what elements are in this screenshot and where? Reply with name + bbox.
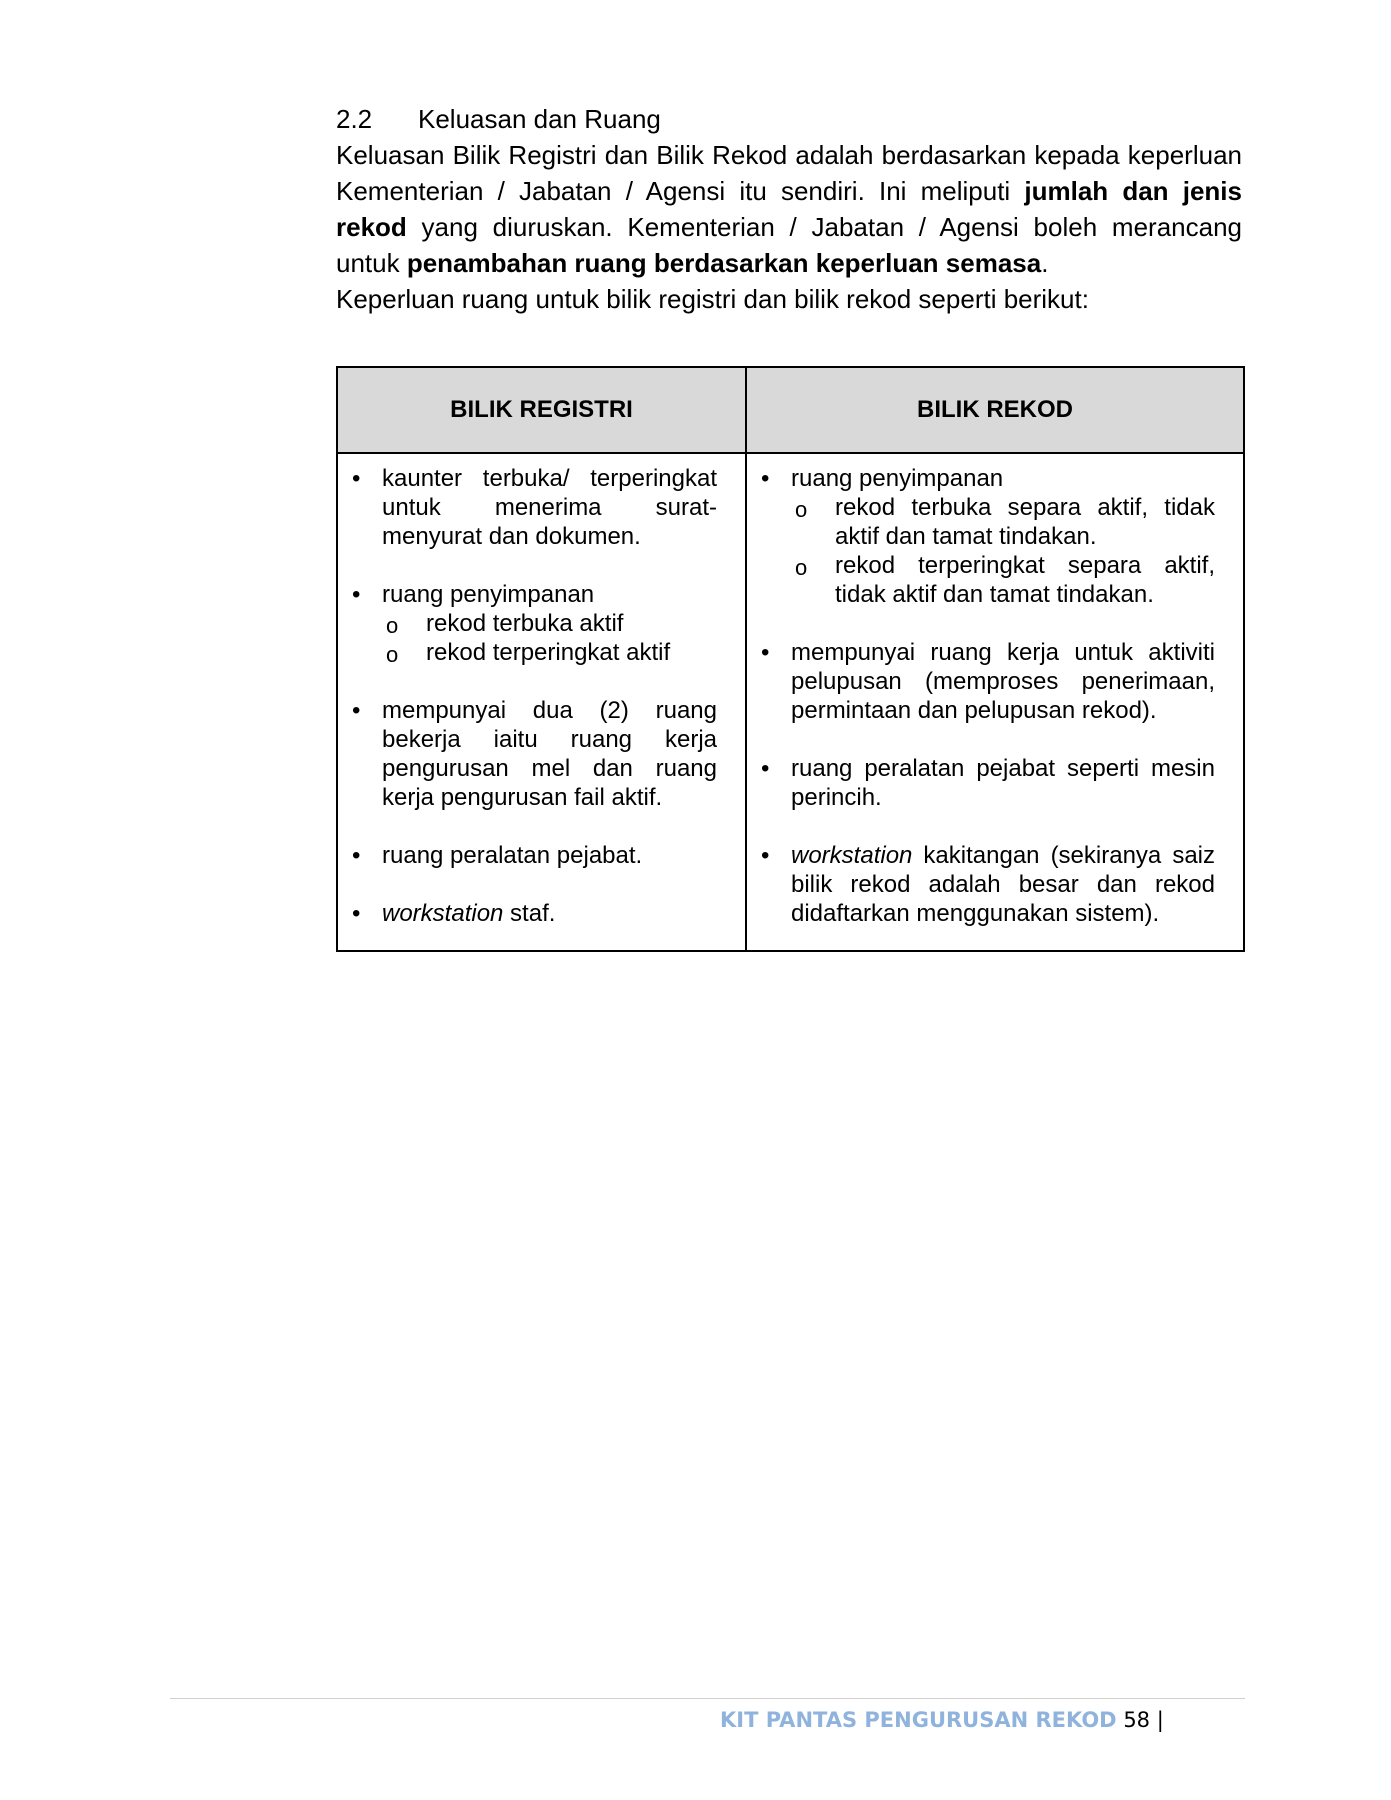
list-item-text: kakitangan (sekiranya saiz bilik rekod adalah besar dan rekod didaftarkan menggunakan sistem).	[791, 842, 1215, 927]
italic-text: workstation	[382, 900, 504, 927]
rekod-list	[761, 464, 1215, 928]
list-item	[352, 580, 717, 667]
section-content	[336, 101, 1242, 317]
paragraph-text: yang diuruskan. Kementerian / Jabatan / Agensi boleh merancang untuk	[336, 212, 1242, 278]
section-paragraph	[336, 137, 1242, 281]
list-item: • ruang peralatan pejabat seperti mesin perincih.	[761, 754, 1215, 812]
list-item	[761, 464, 1215, 609]
sub-list	[791, 493, 1215, 609]
section-number: 2.2	[336, 104, 373, 134]
page-number: 58	[1123, 1708, 1151, 1732]
table-row	[337, 453, 1244, 951]
sub-list-item: o rekod terbuka separa aktif, tidak aktif dan tamat tindakan.	[791, 493, 1215, 551]
list-item	[352, 899, 717, 928]
paragraph-bold-text: penambahan ruang berdasarkan keperluan semasa	[406, 248, 1042, 278]
sub-list	[382, 609, 717, 667]
italic-text: workstation	[791, 842, 913, 869]
sub-list-item: o rekod terperingkat separa aktif, tidak aktif dan tamat tindakan.	[791, 551, 1215, 609]
paragraph-text: .	[1041, 248, 1049, 278]
table-header-row	[337, 367, 1244, 453]
list-item: • kaunter terbuka/ terperingkat untuk menerima surat-menyurat dan dokumen.	[352, 464, 717, 551]
sub-list-item: o rekod terperingkat aktif	[382, 638, 717, 667]
paragraph-bold-text: jumlah dan jenis rekod	[336, 176, 1242, 242]
list-item-text: ruang penyimpanan	[382, 581, 595, 608]
list-item: • mempunyai dua (2) ruang bekerja iaitu ruang kerja pengurusan mel dan ruang kerja pengurusan fail aktif.	[352, 696, 717, 812]
column-header-rekod: BILIK REKOD	[746, 367, 1244, 453]
list-item: • mempunyai ruang kerja untuk aktiviti pelupusan (memproses penerimaan, permintaan dan pelupusan rekod).	[761, 638, 1215, 725]
requirements-table	[336, 366, 1245, 952]
paragraph-text: Keluasan Bilik Registri dan Bilik Rekod adalah berdasarkan kepada keperluan Kementerian / Jabatan / Agensi itu sendiri. Ini meliputi	[336, 140, 1242, 206]
section-title: Keluasan dan Ruang	[418, 104, 661, 134]
footer-divider	[170, 1698, 1245, 1699]
list-item-text: ruang penyimpanan	[791, 465, 1004, 492]
footer-separator: |	[1156, 1708, 1164, 1732]
list-item-text: staf.	[503, 900, 556, 927]
page-footer	[720, 1704, 1164, 1736]
registri-list	[352, 464, 717, 928]
section-paragraph-2: Keperluan ruang untuk bilik registri dan bilik rekod seperti berikut:	[336, 284, 1089, 314]
rekod-cell	[746, 453, 1244, 951]
footer-title: KIT PANTAS PENGURUSAN REKOD	[720, 1708, 1117, 1732]
list-item	[761, 841, 1215, 928]
section-heading	[336, 101, 1242, 137]
sub-list-item: o rekod terbuka aktif	[382, 609, 717, 638]
registri-cell	[337, 453, 746, 951]
column-header-registri: BILIK REGISTRI	[337, 367, 746, 453]
list-item: • ruang peralatan pejabat.	[352, 841, 717, 870]
